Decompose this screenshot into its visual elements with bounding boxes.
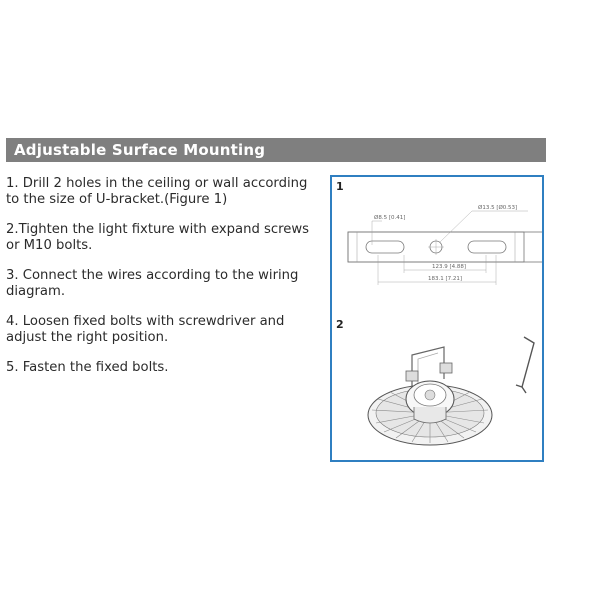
- section-title: Adjustable Surface Mounting: [14, 141, 266, 159]
- instruction-list: [6, 176, 318, 390]
- figure-2-box: [330, 315, 544, 462]
- fixture-illustration: [332, 315, 542, 460]
- section-header: [6, 138, 546, 162]
- step-2: 2.Tighten the light fixture with expand screws or M10 bolts.: [6, 222, 310, 253]
- step-3: 3. Connect the wires according to the wiring diagram.: [6, 268, 299, 299]
- bracket-dimension-drawing: [332, 177, 542, 315]
- figure-1-box: [330, 175, 544, 317]
- figure-2-label: 2: [336, 318, 344, 331]
- step-4: 4. Loosen fixed bolts with screwdriver and adjust the right position.: [6, 314, 285, 345]
- figure-1-label: 1: [336, 180, 344, 193]
- hole-dimension: Ø13.5 [Ø0.53]: [478, 205, 518, 211]
- hex-key-icon: [516, 337, 534, 393]
- left-slot: [366, 241, 404, 253]
- inner-dimension: 123.9 [4.88]: [432, 264, 467, 270]
- slot-dimension: Ø8.5 [0.41]: [374, 215, 406, 221]
- outer-dimension: 183.1 [7.21]: [428, 276, 463, 282]
- step-5: 5. Fasten the fixed bolts.: [6, 360, 169, 375]
- step-1: 1. Drill 2 holes in the ceiling or wall according to the size of U-bracket.(Figure 1): [6, 176, 308, 207]
- high-bay-fixture-icon: [368, 381, 492, 445]
- right-slot: [468, 241, 506, 253]
